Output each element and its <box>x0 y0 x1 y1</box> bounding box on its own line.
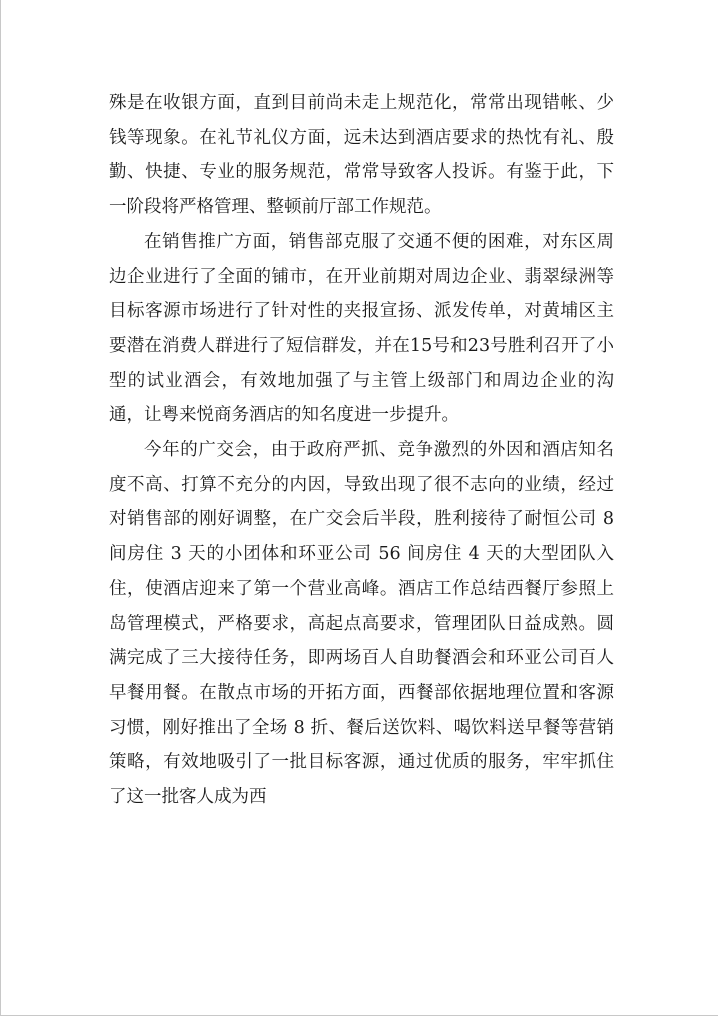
paragraph-2: 在销售推广方面，销售部克服了交通不便的困难，对东区周边企业进行了全面的铺市，在开业前期对周边企业、翡翠绿洲等目标客源市场进行了针对性的夹报宣扬、派发传单，对黄埔区主要潜在消费人群进行了短信群发，并在15号和23号胜利召开了小型的试业酒会，有效地加强了与主管上级部门和周边企业的沟通，让粤来悦商务酒店的知名度进一步提升。 <box>109 231 614 426</box>
paragraph-3: 今年的广交会，由于政府严抓、竞争激烈的外因和酒店知名度不高、打算不充分的内因，导致出现了很不志向的业绩，经过对销售部的刚好调整，在广交会后半段，胜利接待了耐恒公司 8 间房住 3 天的小团体和环亚公司 56 间房住 4 天的大型团队入住，使酒店迎来了第一个营业高峰。酒店工作总结西餐厅参照上岛管理模式，严格要求，高起点高要求，管理团队日益成熟。圆满完成了三大接待任务，即两场百人自助餐酒会和环亚公司百人早餐用餐。在散点市场的开拓方面，西餐部依据地理位置和客源习惯，刚好推出了全场 8 折、餐后送饮料、喝饮料送早餐等营销策略，有效地吸引了一批目标客源，通过优质的服务，牢牢抓住了这一批客人成为西 <box>109 440 614 808</box>
paragraph-1: 殊是在收银方面，直到目前尚未走上规范化，常常出现错帐、少钱等现象。在礼节礼仪方面，远未达到酒店要求的热忱有礼、殷勤、快捷、专业的服务规范，常常导致客人投诉。有鉴于此，下一阶段将严格管理、整顿前厅部工作规范。 <box>109 93 614 218</box>
document-body <box>109 86 614 815</box>
